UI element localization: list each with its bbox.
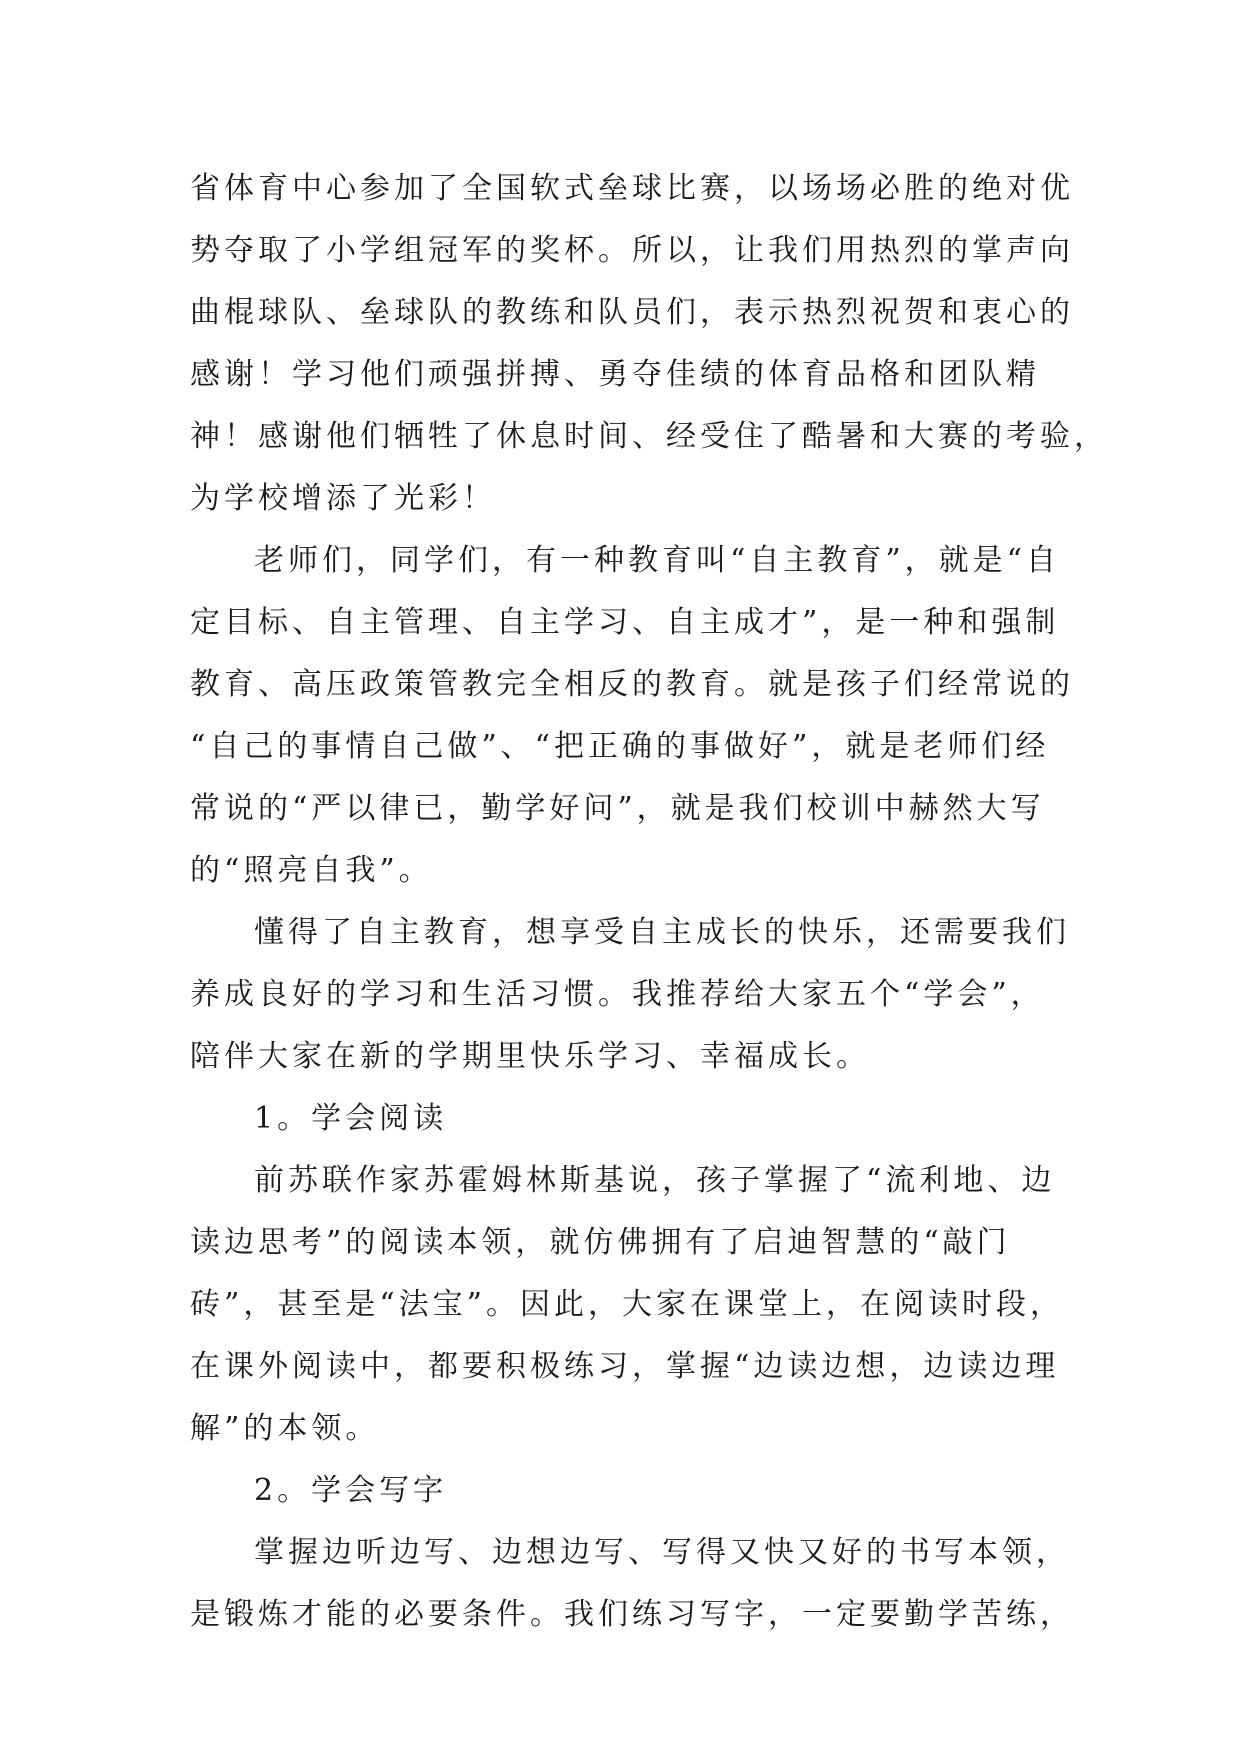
text-line: 是锻炼才能的必要条件。我们练习写字，一定要勤学苦练， (190, 1597, 1074, 1632)
text-line: 势夺取了小学组冠军的奖杯。所以，让我们用热烈的掌声向 (190, 233, 1074, 268)
text-line: 的“照亮自我”。 (190, 853, 433, 888)
text-line: 常说的“严以律已，勤学好问”，就是我们校训中赫然大写 (190, 791, 1045, 826)
text-line: 在课外阅读中，都要积极练习，掌握“边读边想，边读边理 (190, 1349, 1060, 1384)
text-line: 神！感谢他们牺牲了休息时间、经受住了酷暑和大赛的考验， (190, 419, 1108, 454)
paragraph-first-line: 老师们，同学们，有一种教育叫“自主教育”，就是“自 (254, 543, 1061, 578)
text-line: 教育、高压政策管教完全相反的教育。就是孩子们经常说的 (190, 667, 1074, 702)
text-line: 解”的本领。 (190, 1411, 380, 1446)
section-heading: 2。学会写字 (254, 1473, 448, 1508)
text-line: 砖”，甚至是“法宝”。因此，大家在课堂上，在阅读时段， (190, 1287, 1065, 1322)
text-line: 省体育中心参加了全国软式垒球比赛，以场场必胜的绝对优 (190, 171, 1074, 206)
text-line: 为学校增添了光彩！ (190, 481, 496, 516)
text-line: 养成良好的学习和生活习惯。我推荐给大家五个“学会”， (190, 977, 1045, 1012)
text-line: 曲棍球队、垒球队的教练和队员们，表示热烈祝贺和衷心的 (190, 295, 1074, 330)
text-line: 读边思考”的阅读本领，就仿佛拥有了启迪智慧的“敲门 (190, 1225, 1011, 1260)
text-line: “自己的事情自己做”、“把正确的事做好”，就是老师们经 (190, 729, 1050, 764)
text-line: 感谢！学习他们顽强拼搏、勇夺佳绩的体育品格和团队精 (190, 357, 1040, 392)
text-line: 陪伴大家在新的学期里快乐学习、幸福成长。 (190, 1039, 870, 1074)
paragraph-first-line: 前苏联作家苏霍姆林斯基说，孩子掌握了“流利地、边 (254, 1163, 1056, 1198)
paragraph-first-line: 懂得了自主教育，想享受自主成长的快乐，还需要我们 (254, 915, 1070, 950)
section-heading: 1。学会阅读 (254, 1101, 448, 1136)
paragraph-first-line: 掌握边听边写、边想边写、写得又快又好的书写本领， (254, 1535, 1070, 1570)
text-line: 定目标、自主管理、自主学习、自主成才”，是一种和强制 (190, 605, 1060, 640)
document-body (190, 158, 1108, 1646)
